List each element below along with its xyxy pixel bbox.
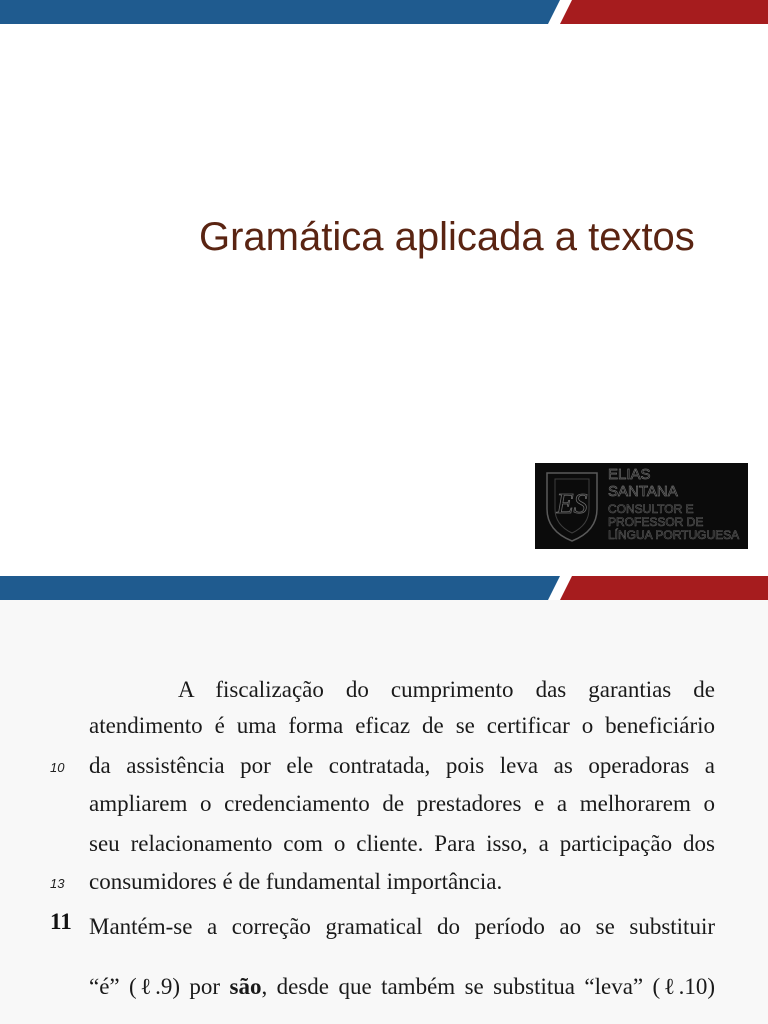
logo-subtitle-line: PROFESSOR DE — [608, 515, 704, 529]
excerpt-line: A fiscalização do cumprimento das garantias de — [178, 677, 715, 702]
excerpt-line: consumidores é de fundamental importância. — [89, 869, 503, 894]
excerpt-line: ampliarem o credenciamento de prestadores e a melhorarem o — [89, 791, 715, 816]
logo-name-first: ELIAS — [608, 466, 651, 483]
question-text-part: “é” (ℓ.9) por — [89, 974, 230, 999]
question-text-line — [89, 969, 715, 1005]
line-number: 10 — [50, 760, 65, 775]
crest-monogram-icon — [541, 469, 603, 543]
excerpt-line: seu relacionamento com o cliente. Para isso, a participação dos — [89, 831, 715, 856]
author-logo — [535, 463, 748, 549]
slide-title: Gramática aplicada a textos — [199, 215, 695, 259]
question-text-part: , desde que também se substitua “leva” (ℓ.10) — [261, 974, 715, 999]
question-bold-word: são — [229, 974, 262, 999]
logo-subtitle-line: LÍNGUA PORTUGUESA — [608, 528, 740, 542]
question-text-line: Mantém-se a correção gramatical do período ao se substituir — [89, 914, 715, 939]
logo-subtitle-line: CONSULTOR E — [608, 502, 694, 516]
top-color-band — [0, 0, 768, 24]
question-number: 11 — [50, 909, 72, 934]
excerpt-line: atendimento é uma forma eficaz de se certificar o beneficiário — [89, 713, 715, 738]
excerpt-line: da assistência por ele contratada, pois leva as operadoras a — [89, 753, 715, 778]
logo-name-last: SANTANA — [608, 483, 678, 500]
line-number: 13 — [50, 876, 65, 891]
svg-text:ES: ES — [556, 489, 588, 520]
divider-color-band — [0, 576, 768, 600]
